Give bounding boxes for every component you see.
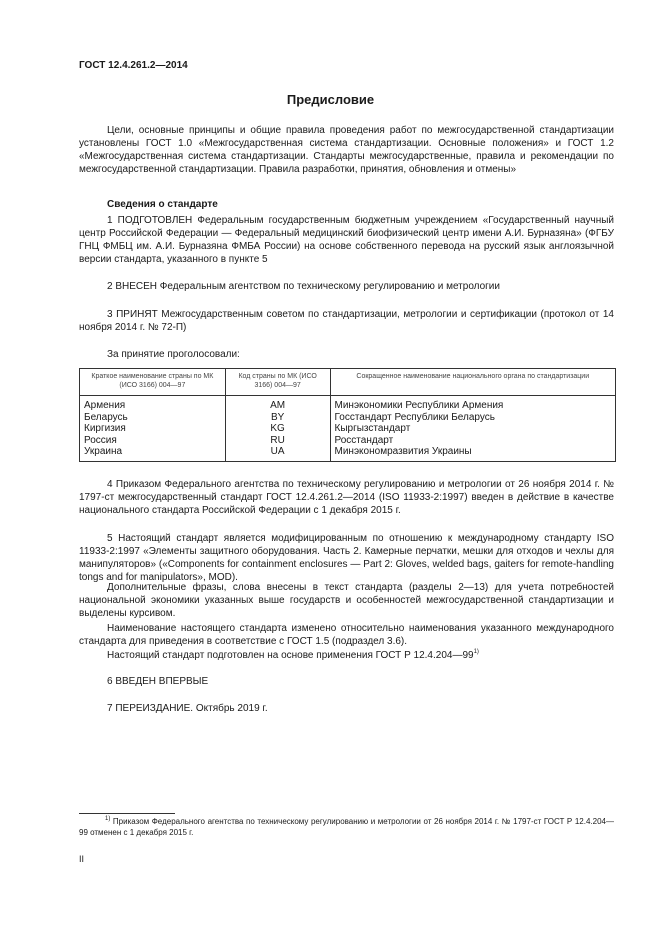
country-cell: Киргизия bbox=[80, 423, 226, 435]
vote-intro: За принятие проголосовали: bbox=[107, 349, 240, 360]
country-cell: Россия bbox=[80, 435, 226, 447]
body-cell: Минэкономразвития Украины bbox=[330, 446, 615, 461]
item-1-paragraph: 1 ПОДГОТОВЛЕН Федеральным государственным бюджетным учреждением «Государственный научный центр Российской Федерации — Федеральный медицинский биофизический центр имени А.И. Бурназяна» (ФГБУ ГНЦ ФМБЦ им. А.И. Бурназяна ФМБА России) на основе собственного перевода на русский язык англоязычной версии стандарта, указанного в пункте 5 bbox=[79, 215, 614, 265]
code-cell: RU bbox=[225, 435, 330, 447]
country-cell: Беларусь bbox=[80, 412, 226, 424]
body-cell: Росстандарт bbox=[330, 435, 615, 447]
table-row bbox=[80, 446, 616, 461]
vote-table bbox=[79, 368, 616, 462]
country-cell: Украина bbox=[80, 446, 226, 461]
page-number: II bbox=[79, 854, 85, 864]
footnote-mark: 1) bbox=[105, 816, 111, 822]
country-cell: Армения bbox=[80, 396, 226, 412]
item-5-prepared-paragraph bbox=[79, 649, 614, 662]
intro-paragraph: Цели, основные принципы и общие правила проведения работ по межгосударственной стандартизации установлены ГОСТ 1.0 «Межгосударственная система стандартизации. Основные положения» и ГОСТ 1.2 «Межгосударственная система стандартизации. Стандарты межгосударственные, правила и рекомендации по межгосударственной стандартизации. Правила разработки, принятия, обновления и отмены» bbox=[79, 125, 614, 175]
header-code: Код страны по МК (ИСО 3166) 004—97 bbox=[225, 369, 330, 396]
prepared-text: Настоящий стандарт подготовлен на основе применения ГОСТ Р 12.4.204—99 bbox=[107, 650, 474, 661]
item-2-paragraph: 2 ВНЕСЕН Федеральным агентством по техническому регулированию и метрологии bbox=[107, 281, 500, 292]
footnote bbox=[79, 816, 614, 838]
item-5-name-change-paragraph: Наименование настоящего стандарта изменено относительно наименования указанного международного стандарта для приведения в соответствие с ГОСТ 1.5 (подраздел 3.6). bbox=[79, 623, 614, 647]
item-6-paragraph: 6 ВВЕДЕН ВПЕРВЫЕ bbox=[107, 676, 209, 687]
item-5-additional-paragraph: Дополнительные фразы, слова внесены в текст стандарта (разделы 2—13) для учета потребностей национальной экономики указанных выше государств и особенностей межгосударственной стандартизации и выделены курсивом. bbox=[79, 582, 614, 619]
code-cell: AM bbox=[225, 396, 330, 412]
code-cell: KG bbox=[225, 423, 330, 435]
item-7-paragraph: 7 ПЕРЕИЗДАНИЕ. Октябрь 2019 г. bbox=[107, 703, 268, 714]
item-5-paragraph: 5 Настоящий стандарт является модифицированным по отношению к международному стандарту ISO 11933-2:1997 «Элементы защитного оборудования. Часть 2. Камерные перчатки, мешки для отходов и чехлы для манипуляторов» («Components for containment enclosures — Part 2: Gloves, welded bags, gaiters for remote-handling tongs and for manipulators», MOD). bbox=[79, 533, 614, 583]
table-row bbox=[80, 412, 616, 424]
vote-table-header-row bbox=[80, 369, 616, 396]
item-4-paragraph: 4 Приказом Федерального агентства по техническому регулированию и метрологии от 26 ноября 2014 г. № 1797-ст межгосударственный стандарт ГОСТ 12.4.261.2—2014 (ISO 11933-2:1997) введен в действие в качестве национального стандарта Российской Федерации с 1 декабря 2015 г. bbox=[79, 479, 614, 516]
table-row bbox=[80, 396, 616, 412]
page-title: Предисловие bbox=[286, 92, 375, 107]
table-row bbox=[80, 423, 616, 435]
footnote-divider bbox=[79, 813, 175, 814]
standard-info-heading: Сведения о стандарте bbox=[107, 199, 218, 210]
table-row bbox=[80, 435, 616, 447]
body-cell: Кыргызстандарт bbox=[330, 423, 615, 435]
body-cell: Минэкономики Республики Армения bbox=[330, 396, 615, 412]
code-cell: UA bbox=[225, 446, 330, 461]
footnote-text: Приказом Федерального агентства по техническому регулированию и метрологии от 26 ноября 2014 г. № 1797-ст ГОСТ Р 12.4.204—99 отменен с 1 декабря 2015 г. bbox=[79, 817, 614, 837]
header-country: Краткое наименование страны по МК (ИСО 3166) 004—97 bbox=[80, 369, 226, 396]
code-cell: BY bbox=[225, 412, 330, 424]
footnote-reference[interactable]: 1) bbox=[473, 649, 479, 655]
body-cell: Госстандарт Республики Беларусь bbox=[330, 412, 615, 424]
document-code-header: ГОСТ 12.4.261.2—2014 bbox=[79, 60, 188, 71]
item-3-paragraph: 3 ПРИНЯТ Межгосударственным советом по стандартизации, метрологии и сертификации (протокол от 14 ноября 2014 г. № 72-П) bbox=[79, 309, 614, 333]
header-standards-body: Сокращенное наименование национального органа по стандартизации bbox=[330, 369, 615, 396]
